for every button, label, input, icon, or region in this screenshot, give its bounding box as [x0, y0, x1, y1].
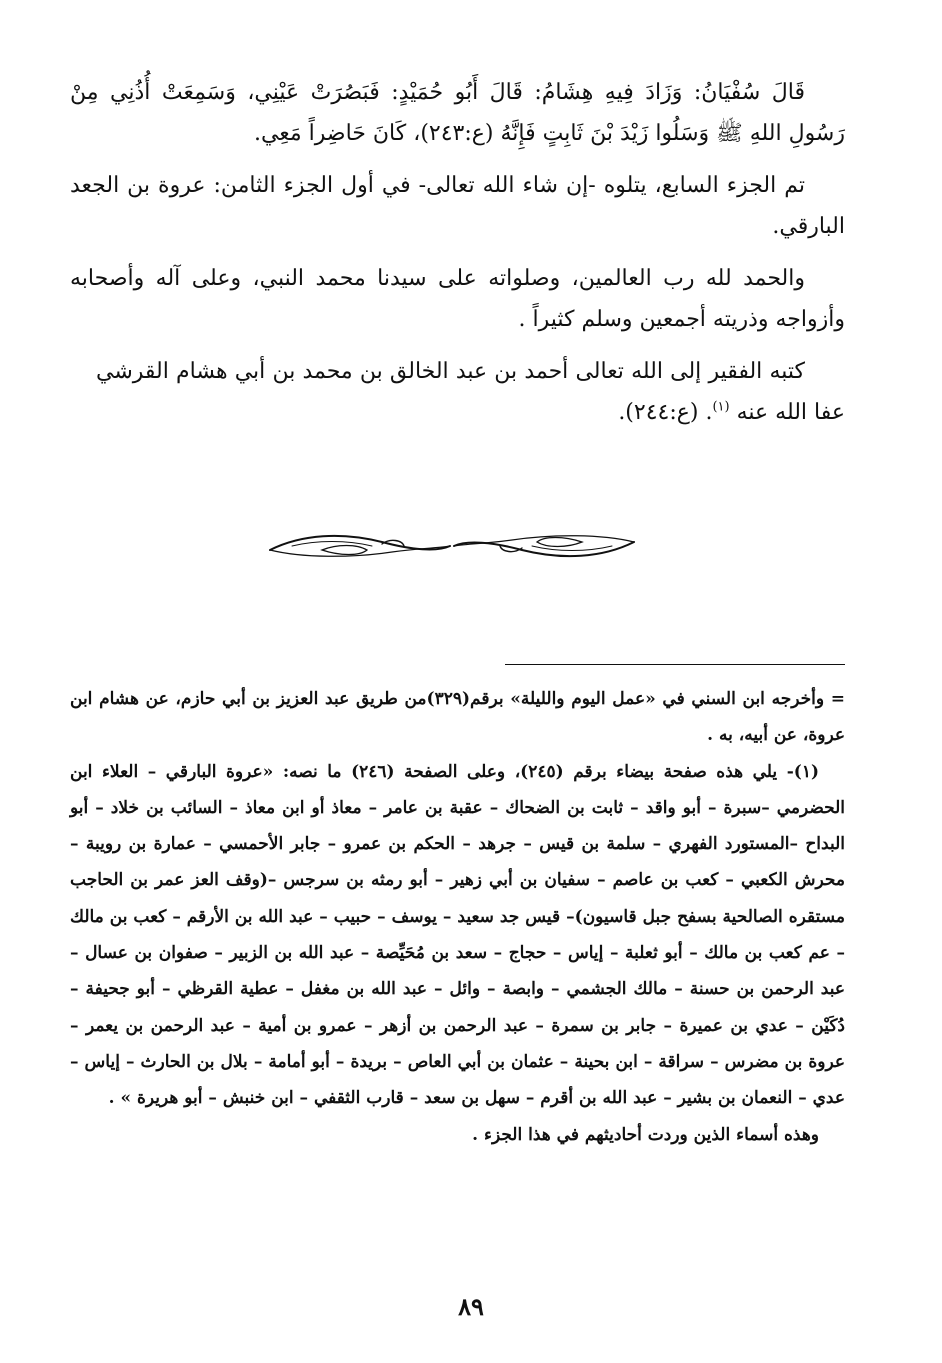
signature-main: كتبه الفقير إلى الله تعالى أحمد بن عبد الخالق بن محمد بن أبي هشام القرشي — [96, 359, 805, 384]
footnote-reference[interactable]: (١) — [712, 399, 730, 415]
footnote-1-end: وهذه أسماء الذين وردت أحاديثهم في هذا الجزء . — [472, 1124, 819, 1145]
part-closing-note: تم الجزء السابع، يتلوه -إن شاء الله تعالى- في أول الجزء الثامن: عروة بن الجعد البارقي. — [70, 173, 845, 239]
page-number: ٨٩ — [458, 1292, 484, 1321]
footnotes-block — [70, 681, 845, 1153]
signature-end: . (ع:٢٤٤). — [618, 400, 713, 425]
main-text-block — [70, 72, 845, 444]
footnote-separator-rule — [505, 664, 845, 665]
signature-tail: عفا الله عنه — [736, 400, 845, 425]
scribe-signature — [70, 351, 845, 433]
footnote-1: (١)- يلي هذه صفحة بيضاء برقم (٢٤٥)، وعلى الصفحة (٢٤٦) ما نصه: «عروة البارقي – العلاء ابن الحضرمي –سبرة – أبو واقد – ثابت بن الضحاك – عقبة بن عامر – معاذ أو ابن معاذ – السائب بن خلاد – أبو البداح –المستورد الفهري – سلمة بن قيس – جرهد – الحكم بن عمرو – جابر الأحمسي – عمارة بن رويبة – محرش الكعبي – كعب بن عاصم – سفيان بن أبي زهير – أبو رمثه بن سرجس –(وقف العز عمر بن الحاجب مستقره الصالحية بسفح جبل قاسيون)– قيس جد سعيد – يوسف – حبيب – عبد الله بن الأرقم – كعب بن مالك – عم كعب بن مالك – أبو ثعلبة – إياس – حجاج – سعد بن مُحَيِّصة – عبد الله بن الزبير – صفوان بن عسال – عبد الرحمن بن حسنة – مالك الجشمي – وابصة – وائل – عبد الله بن مغفل – عطية القرظي – أبو جحيفة – دُكَيْن – عدي بن عميرة – جابر بن سمرة – عبد الرحمن بن أزهر – عمرو بن أمية – عبد الرحمن بن يعمر – عروة بن مضرس – سراقة – ابن بحينة – عثمان بن أبي العاص – بريدة – أبو أمامة – بلال بن الحارث – إياس – عدي – النعمان بن بشير – عبد الله بن أقرم – سهل بن سعد – قارب الثقفي – ابن خنبش – أبو هريرة » . — [70, 761, 845, 1109]
decorative-divider-ornament — [262, 528, 642, 564]
hadith-text: قَالَ سُفْيَانُ: وَزَادَ فِيهِ هِشَامُ: قَالَ أَبُو حُمَيْدٍ: فَبَصُرَتْ عَيْنِي، وَسَمِعَتْ أُذُنِي مِنْ رَسُولِ اللهِ ﷺ وَسَلُوا زَيْدَ بْنَ ثَابِتٍ فَإِنَّهُ (ع:٢٤٣)، كَانَ حَاضِراً مَعِي. — [70, 80, 845, 146]
doxology-paragraph: والحمد لله رب العالمين، وصلواته على سيدنا محمد النبي، وعلى آله وأصحابه وأزواجه وذريته أجمعين وسلم كثيراً . — [70, 266, 845, 332]
footnote-continued: = وأخرجه ابن السني في «عمل اليوم والليلة» برقم(٣٢٩)من طريق عبد العزيز بن أبي حازم، عن هشام ابن عروة، عن أبيه، به . — [70, 689, 845, 746]
